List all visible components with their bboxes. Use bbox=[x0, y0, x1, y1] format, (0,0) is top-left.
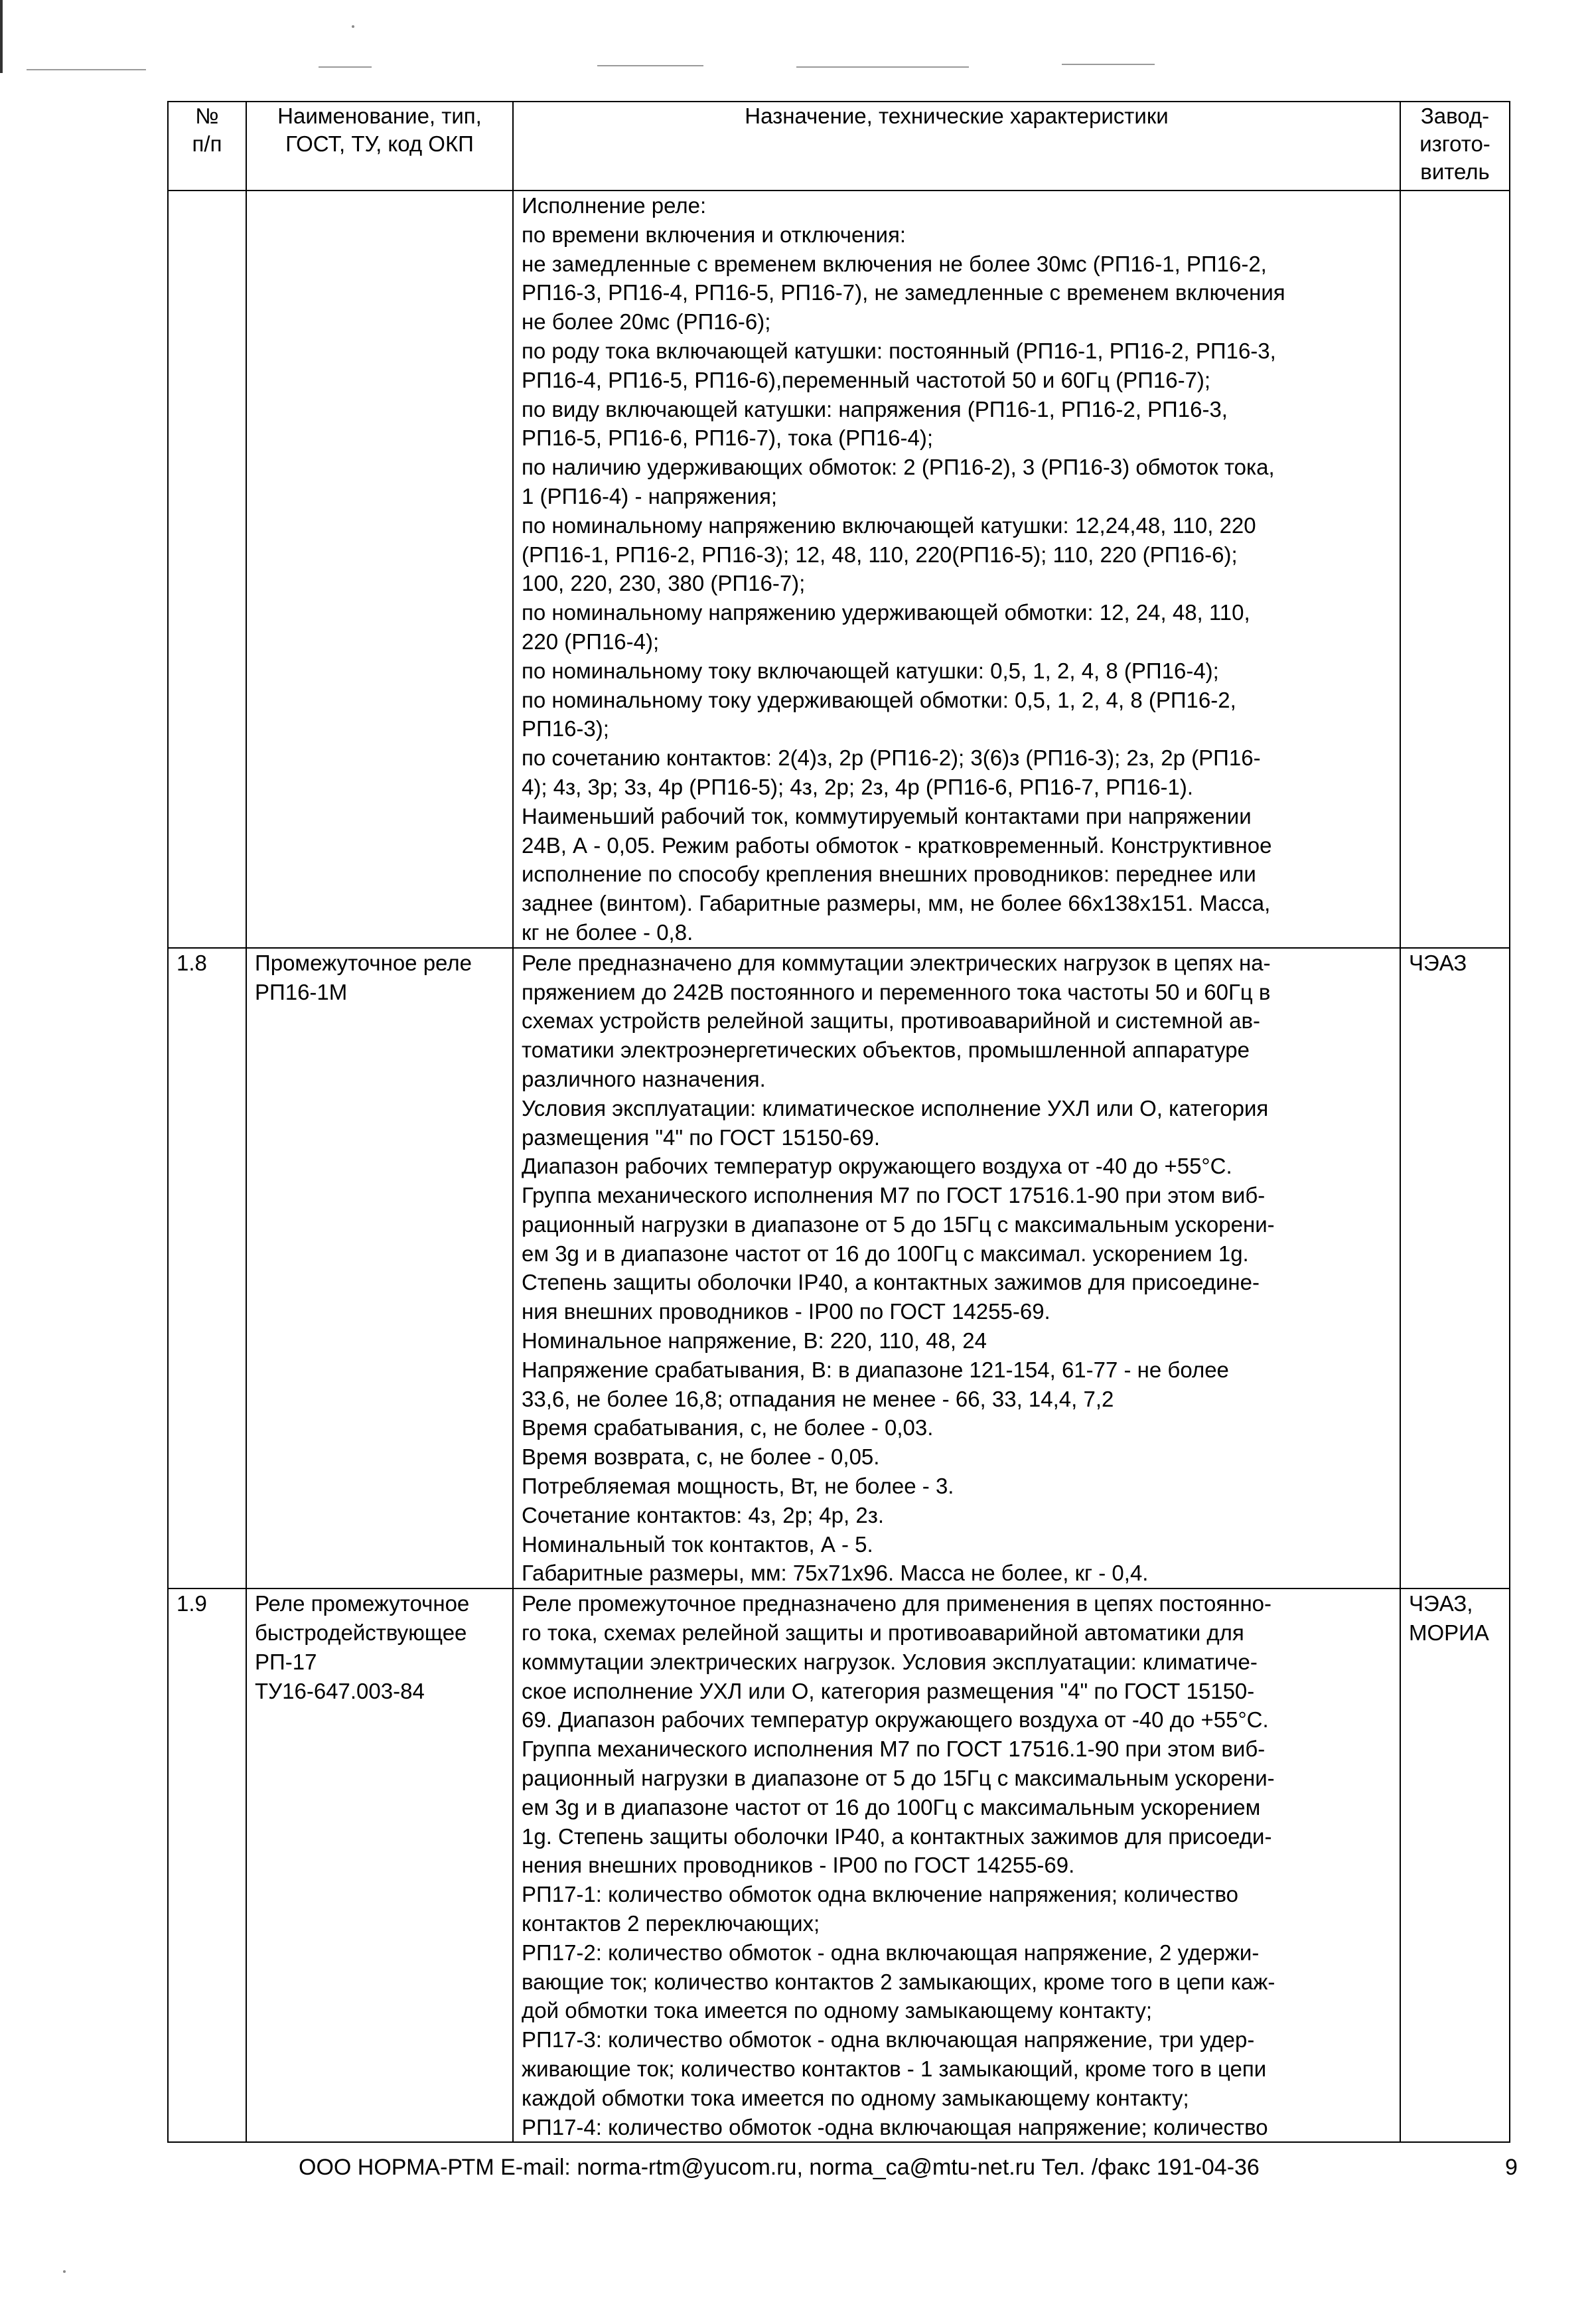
table-body bbox=[168, 191, 1510, 2142]
description-line: 69. Диапазон рабочих температур окружающего воздуха от -40 до +55°С. bbox=[522, 1707, 1269, 1733]
description-line: РП17-1: количество обмоток одна включение напряжения; количество bbox=[522, 1882, 1238, 1907]
description-line: 24В, А - 0,05. Режим работы обмоток - кратковременный. Конструктивное bbox=[522, 832, 1272, 858]
description-line: исполнение по способу крепления внешних проводников: переднее или bbox=[522, 862, 1256, 887]
description-line: живающие ток; количество контактов - 1 замыкающий, кроме того в цепи bbox=[522, 2056, 1267, 2081]
header-num-text: № п/п bbox=[192, 104, 222, 156]
header-desc bbox=[513, 102, 1400, 191]
description-line: Время срабатывания, с, не более - 0,03. bbox=[522, 1415, 934, 1440]
scan-dot bbox=[352, 25, 354, 28]
description-line: Номинальное напряжение, В: 220, 110, 48, 24 bbox=[522, 1328, 987, 1354]
description-line: 1 (РП16-4) - напряжения; bbox=[522, 483, 778, 508]
description-line: по времени включения и отключения: bbox=[522, 222, 906, 247]
scan-edge-mark bbox=[0, 0, 3, 73]
row-name-text: Промежуточное реле РП16-1М bbox=[255, 950, 472, 1004]
description-line: по номинальному току включающей катушки: 0,5, 1, 2, 4, 8 (РП16-4); bbox=[522, 658, 1219, 683]
row-number bbox=[168, 191, 246, 948]
header-num bbox=[168, 102, 246, 191]
description-line: РП17-3: количество обмоток - одна включающая напряжение, три удер- bbox=[522, 2027, 1255, 2053]
row-name bbox=[246, 1588, 513, 2142]
description-line: по номинальному току удерживающей обмотки: 0,5, 1, 2, 4, 8 (РП16-2, bbox=[522, 687, 1236, 712]
row-manufacturer bbox=[1400, 948, 1510, 1589]
description-line: различного назначения. bbox=[522, 1066, 766, 1091]
description-line: РП16-3); bbox=[522, 716, 609, 741]
description-line: по сочетанию контактов: 2(4)з, 2р (РП16-2); 3(6)з (РП16-3); 2з, 2р (РП16- bbox=[522, 745, 1261, 771]
description-line: томатики электроэнергетических объектов, промышленной аппаратуре bbox=[522, 1038, 1250, 1063]
description-line: РП16-3, РП16-4, РП16-5, РП16-7), не замедленные с временем включения bbox=[522, 280, 1285, 305]
description-line: Номинальный ток контактов, А - 5. bbox=[522, 1531, 873, 1557]
description-line: ское исполнение УХЛ или О, категория размещения "4" по ГОСТ 15150- bbox=[522, 1678, 1255, 1703]
description-line: не более 20мс (РП16-6); bbox=[522, 309, 771, 335]
description-line: нения внешних проводников - IP00 по ГОСТ 14255-69. bbox=[522, 1853, 1075, 1878]
page-number: 9 bbox=[1505, 2155, 1518, 2180]
description-line: Напряжение срабатывания, В: в диапазоне 121-154, 61-77 - не более bbox=[522, 1357, 1229, 1382]
description-line: размещения "4" по ГОСТ 15150-69. bbox=[522, 1124, 881, 1150]
description-line: Время возврата, с, не более - 0,05. bbox=[522, 1444, 880, 1470]
description-line: Степень защиты оболочки IP40, а контактных зажимов для присоедине- bbox=[522, 1270, 1260, 1295]
row-number-text: 1.9 bbox=[177, 1591, 207, 1616]
description-line: дой обмотки тока имеется по одному замыкающему контакту; bbox=[522, 1998, 1153, 2023]
description-line: по роду тока включающей катушки: постоянный (РП16-1, РП16-2, РП16-3, bbox=[522, 338, 1276, 363]
header-name bbox=[246, 102, 513, 191]
description-line: контактов 2 переключающих; bbox=[522, 1911, 820, 1936]
table-row bbox=[168, 948, 1510, 1589]
description-line: Реле промежуточное предназначено для применения в цепях постоянно- bbox=[522, 1591, 1272, 1616]
description-line: Диапазон рабочих температур окружающего воздуха от -40 до +55°С. bbox=[522, 1154, 1232, 1179]
description-line: (РП16-1, РП16-2, РП16-3); 12, 48, 110, 220(РП16-5); 110, 220 (РП16-6); bbox=[522, 542, 1238, 567]
row-description bbox=[513, 948, 1400, 1589]
scan-noise bbox=[1062, 64, 1155, 65]
header-name-text: Наименование, тип, ГОСТ, ТУ, код ОКП bbox=[277, 104, 482, 156]
row-number bbox=[168, 948, 246, 1589]
description-line: Группа механического исполнения М7 по ГОСТ 17516.1-90 при этом виб- bbox=[522, 1183, 1266, 1208]
header-desc-text: Назначение, технические характеристики bbox=[745, 104, 1169, 128]
description-line: ем 3g и в диапазоне частот от 16 до 100Гц с максимальным ускорением bbox=[522, 1794, 1261, 1820]
scan-noise bbox=[597, 65, 703, 66]
scan-dot bbox=[63, 2270, 66, 2273]
description-line: схемах устройств релейной защиты, противоаварийной и системной ав- bbox=[522, 1008, 1261, 1034]
table-row bbox=[168, 191, 1510, 948]
footer-contacts: ООО НОРМА-РТМ E-mail: norma-rtm@yucom.ru, norma_ca@mtu-net.ru Тел. /факс 191-04-36 bbox=[299, 2155, 1260, 2180]
description-line: пряжением до 242В постоянного и переменного тока частоты 50 и 60Гц в bbox=[522, 979, 1271, 1004]
description-line: ем 3g и в диапазоне частот от 16 до 100Гц с максимал. ускорением 1g. bbox=[522, 1241, 1249, 1266]
description-line: вающие ток; количество контактов 2 замыкающих, кроме того в цепи каж- bbox=[522, 1969, 1275, 1994]
description-line: Исполнение реле: bbox=[522, 193, 707, 218]
row-number-text: 1.8 bbox=[177, 950, 207, 975]
table-header-row bbox=[168, 102, 1510, 191]
scan-noise bbox=[319, 66, 372, 68]
row-manufacturer-text: ЧЭАЗ, МОРИА bbox=[1409, 1591, 1489, 1646]
row-name-text: Реле промежуточное быстродействующее РП-17 ТУ16-647.003-84 bbox=[255, 1591, 470, 1703]
table-row bbox=[168, 1588, 1510, 2142]
description-line: го тока, схемах релейной защиты и противоаварийной автоматики для bbox=[522, 1620, 1244, 1646]
row-manufacturer bbox=[1400, 191, 1510, 948]
description-line: по виду включающей катушки: напряжения (РП16-1, РП16-2, РП16-3, bbox=[522, 396, 1228, 422]
row-name bbox=[246, 948, 513, 1589]
header-maker bbox=[1400, 102, 1510, 191]
scan-noise bbox=[27, 69, 146, 70]
description-line: заднее (винтом). Габаритные размеры, мм, не более 66х138х151. Масса, bbox=[522, 891, 1271, 916]
description-line: 100, 220, 230, 380 (РП16-7); bbox=[522, 571, 806, 596]
description-line: РП17-4: количество обмоток -одна включающая напряжение; количество bbox=[522, 2114, 1268, 2139]
description-line: Габаритные размеры, мм: 75х71х96. Масса не более, кг - 0,4. bbox=[522, 1561, 1149, 1586]
spec-table bbox=[167, 101, 1510, 2143]
description-line: ния внешних проводников - IP00 по ГОСТ 14255-69. bbox=[522, 1299, 1051, 1324]
description-line: рационный нагрузки в диапазоне от 5 до 15Гц с максимальным ускорени- bbox=[522, 1766, 1275, 1791]
description-line: Условия эксплуатации: климатическое исполнение УХЛ или О, категория bbox=[522, 1095, 1269, 1121]
row-number bbox=[168, 1588, 246, 2142]
description-line: рационный нагрузки в диапазоне от 5 до 15Гц с максимальным ускорени- bbox=[522, 1211, 1275, 1237]
row-name bbox=[246, 191, 513, 948]
description-line: Реле предназначено для коммутации электрических нагрузок в цепях на- bbox=[522, 950, 1271, 975]
description-line: 220 (РП16-4); bbox=[522, 629, 660, 654]
description-line: не замедленные с временем включения не более 30мс (РП16-1, РП16-2, bbox=[522, 251, 1267, 276]
row-description bbox=[513, 191, 1400, 948]
description-line: Наименьший рабочий ток, коммутируемый контактами при напряжении bbox=[522, 803, 1252, 828]
description-line: по номинальному напряжению удерживающей обмотки: 12, 24, 48, 110, bbox=[522, 600, 1250, 625]
description-line: 4); 4з, 3р; 3з, 4р (РП16-5); 4з, 2р; 2з, 4р (РП16-6, РП16-7, РП16-1). bbox=[522, 774, 1194, 799]
description-line: по наличию удерживающих обмоток: 2 (РП16-2), 3 (РП16-3) обмоток тока, bbox=[522, 455, 1275, 480]
description-line: 1g. Степень защиты оболочки IP40, а контактных зажимов для присоеди- bbox=[522, 1823, 1272, 1849]
description-line: коммутации электрических нагрузок. Условия эксплуатации: климатиче- bbox=[522, 1649, 1258, 1674]
description-line: РП16-5, РП16-6, РП16-7), тока (РП16-4); bbox=[522, 426, 934, 451]
description-line: каждой обмотки тока имеется по одному замыкающему контакту; bbox=[522, 2085, 1189, 2110]
description-line: Потребляемая мощность, Вт, не более - 3. bbox=[522, 1474, 954, 1499]
scan-noise bbox=[796, 66, 969, 68]
description-line: Сочетание контактов: 4з, 2р; 4р, 2з. bbox=[522, 1502, 884, 1527]
description-line: по номинальному напряжению включающей катушки: 12,24,48, 110, 220 bbox=[522, 512, 1256, 538]
row-manufacturer bbox=[1400, 1588, 1510, 2142]
row-manufacturer-text: ЧЭАЗ bbox=[1409, 950, 1467, 975]
row-description bbox=[513, 1588, 1400, 2142]
description-line: Группа механического исполнения М7 по ГОСТ 17516.1-90 при этом виб- bbox=[522, 1737, 1266, 1762]
description-line: 33,6, не более 16,8; отпадания не менее - 66, 33, 14,4, 7,2 bbox=[522, 1386, 1114, 1411]
description-line: РП17-2: количество обмоток - одна включающая напряжение, 2 удержи- bbox=[522, 1940, 1260, 1965]
description-line: кг не более - 0,8. bbox=[522, 919, 693, 945]
description-line: РП16-4, РП16-5, РП16-6),переменный частотой 50 и 60Гц (РП16-7); bbox=[522, 367, 1211, 392]
header-maker-text: Завод- изгото- витель bbox=[1419, 104, 1490, 184]
